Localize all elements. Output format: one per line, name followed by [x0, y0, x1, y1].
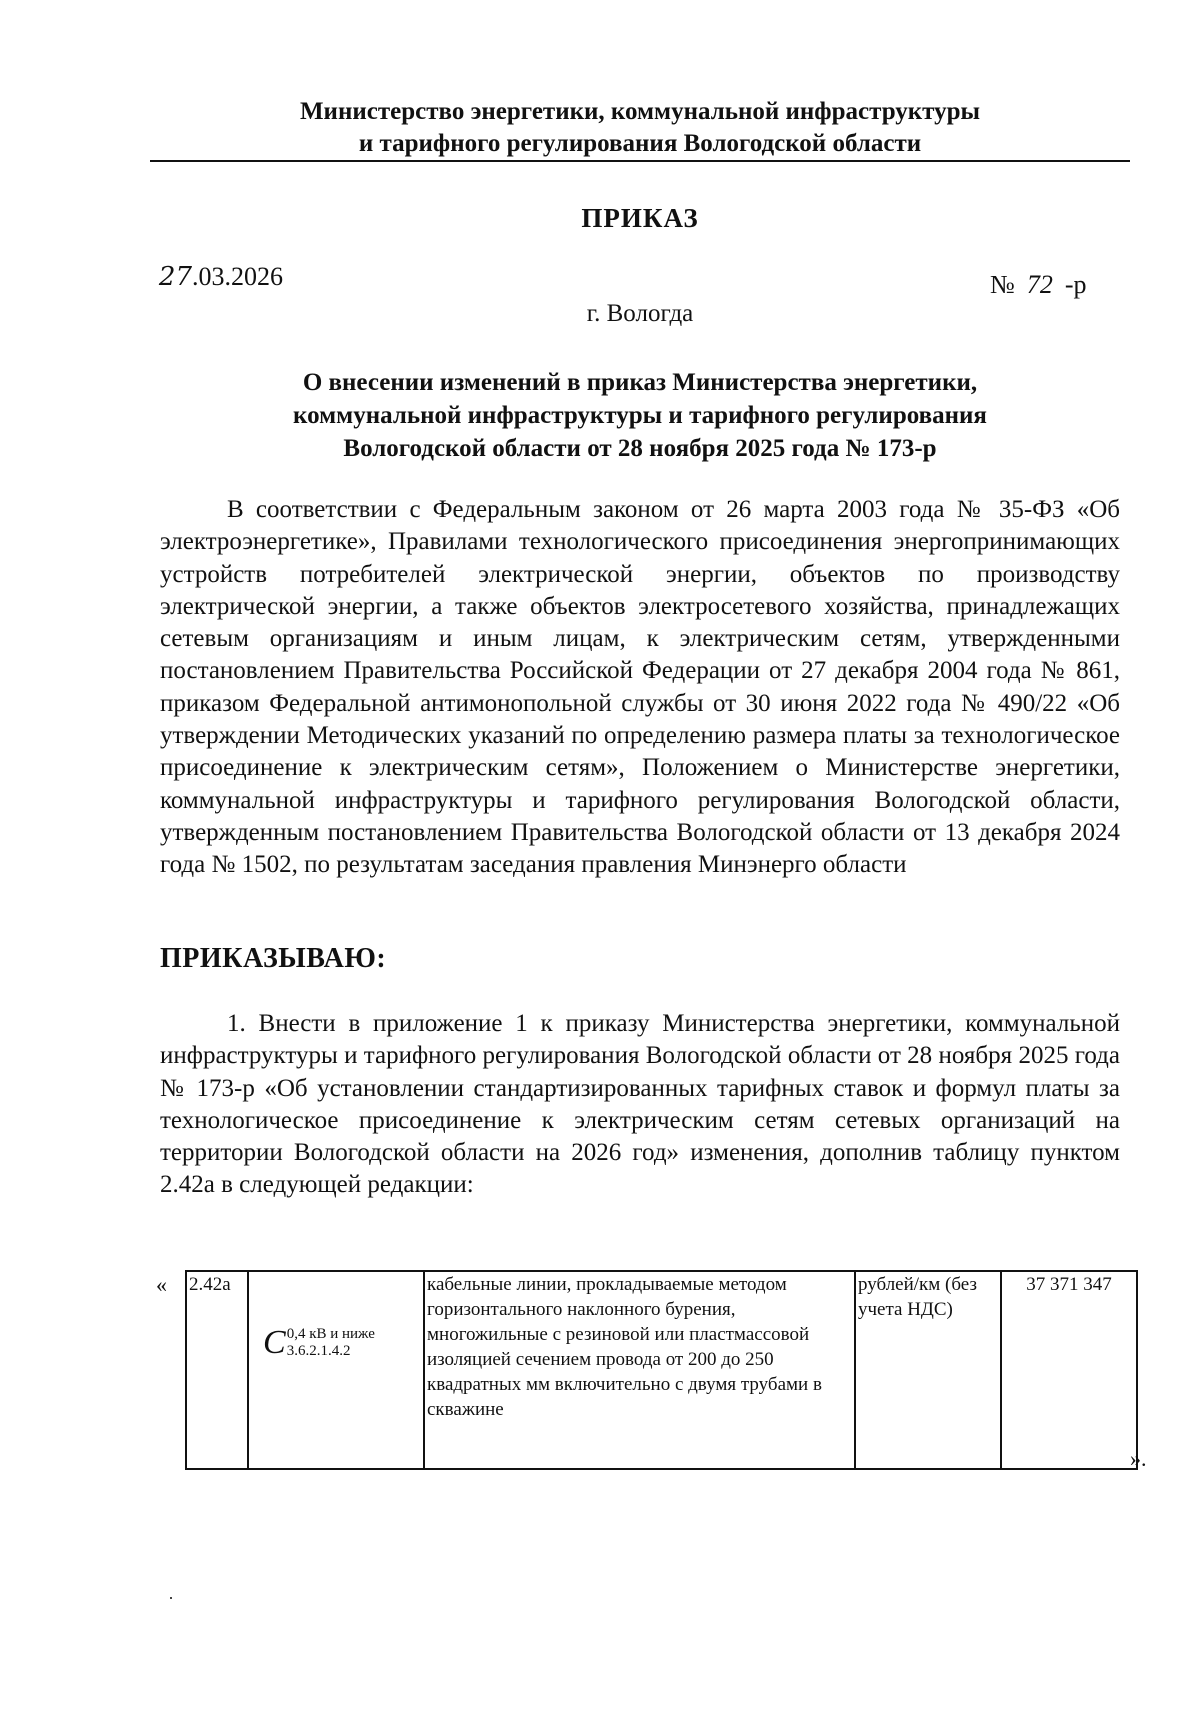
order-subject [160, 366, 1120, 465]
preamble-paragraph [160, 494, 1120, 882]
city: г. Вологда [586, 300, 694, 327]
subject-line-3: Вологодской области от 28 ноября 2025 года № 173-р [343, 435, 937, 462]
preamble-text: В соответствии с Федеральным законом от 26 марта 2003 года № 35-ФЗ «Об электроэнергетике», Правилами технологического присоединения энергопринимающих устройств потребителей электрической энергии, объектов по производству электрической энергии, а также объектов электросетевого хозяйства, принадлежащих сетевым организациям и иным лицам, к электрическим сетям, утвержденными постановлением Правительства Российской Федерации от 27 декабря 2004 года № 861, приказом Федеральной антимонопольной службы от 30 июня 2022 года № 490/22 «Об утверждении Методических указаний по определению размера платы за технологическое присоединение к электрическим сетям», Положением о Министерстве энергетики, коммунальной инфраструктуры и тарифного регулирования Вологодской области, утвержденным постановлением Правительства Вологодской области от 13 декабря 2024 года № 1502, по результатам заседания правления Минэнерго области [160, 496, 1120, 879]
scan-dot [170, 1597, 172, 1599]
unit-cell: рублей/км (без учета НДС) [855, 1271, 1001, 1469]
subject-line-1: О внесении изменений в приказ Министерства энергетики, [302, 369, 978, 396]
row-number-cell: 2.42а [186, 1271, 248, 1469]
number-handwritten: 72 [1026, 270, 1053, 299]
document-title: ПРИКАЗ [581, 203, 699, 233]
subject-line-2: коммунальной инфраструктуры и тарифного регулирования [293, 402, 987, 429]
amendment-table [185, 1270, 1138, 1470]
date-day-handwritten: 27 [158, 262, 192, 292]
value-cell: 37 371 347 [1001, 1271, 1137, 1469]
item-1-text: 1. Внести в приложение 1 к приказу Министерства энергетики, коммунальной инфраструктуры и тарифного регулирования Вологодской области от 28 ноября 2025 года № 173-р «Об установлении стандартизированных тарифных ставок и формул платы за технологическое присоединение к электрическим сетям сетевых организаций на территории Вологодской области на 2026 год» изменения, дополнив таблицу пунктом 2.42а в следующей редакции: [160, 1010, 1120, 1199]
ministry-header [150, 96, 1130, 162]
table-quote-close: ». [1130, 1446, 1147, 1471]
ministry-header-line-1: Министерство энергетики, коммунальной инфраструктуры [299, 98, 981, 125]
number-suffix: -р [1064, 270, 1087, 299]
order-number [990, 270, 1086, 300]
number-prefix: № [990, 270, 1015, 299]
date-rest: .03.2026 [192, 262, 283, 291]
ministry-header-line-2: и тарифного регулирования Вологодской области [358, 130, 922, 157]
formula-cell [248, 1271, 424, 1469]
table-row [186, 1271, 1137, 1469]
formula-symbol: C [263, 1324, 286, 1361]
table-quote-open: « [156, 1272, 167, 1297]
formula-superscript: 0,4 кВ и ниже [286, 1326, 375, 1342]
formula-subscript: 3.6.2.1.4.2 [286, 1343, 351, 1359]
description-cell: кабельные линии, прокладываемые методом горизонтального наклонного бурения, многожильные с резиновой или пластмассовой изоляцией сечением провода от 200 до 250 квадратных мм включительно с двумя трубами в скважине [424, 1271, 855, 1469]
order-word: ПРИКАЗЫВАЮ: [160, 943, 387, 974]
formula-indices [287, 1326, 375, 1360]
item-1-paragraph [160, 1008, 1120, 1202]
order-date [140, 262, 283, 292]
rate-formula [251, 1326, 421, 1360]
